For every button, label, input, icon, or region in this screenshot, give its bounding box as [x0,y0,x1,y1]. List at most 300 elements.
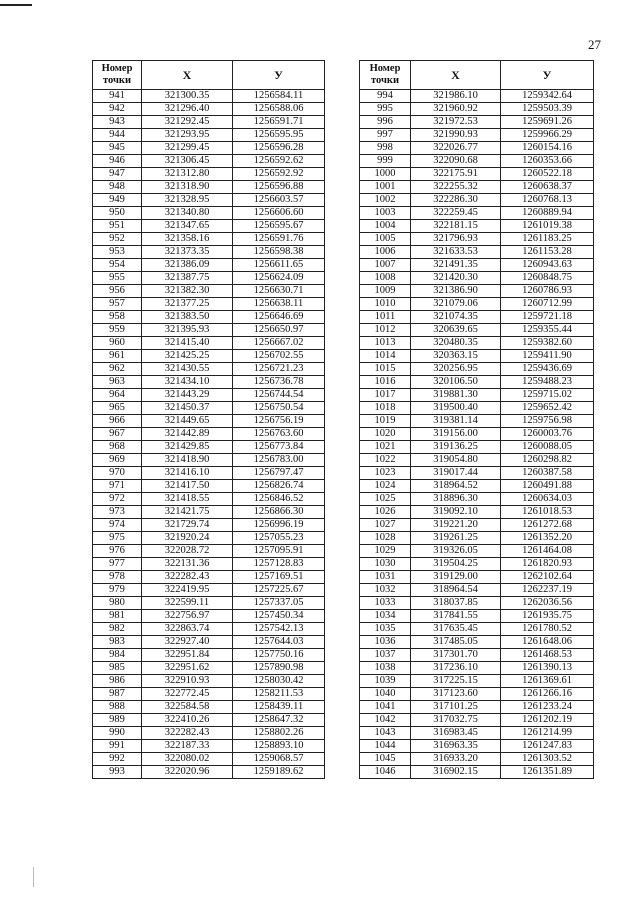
point-number-cell: 1025 [360,493,411,506]
y-coordinate-cell: 1261303.52 [501,753,594,766]
header-point-number: Номер точки [93,61,142,90]
x-coordinate-cell: 321986.10 [411,90,501,103]
y-coordinate-cell: 1260712.99 [501,298,594,311]
x-coordinate-cell: 321306.45 [142,155,233,168]
margin-mark [33,867,41,887]
x-coordinate-cell: 317236.10 [411,662,501,675]
table-row [93,740,325,753]
y-coordinate-cell: 1260786.93 [501,285,594,298]
y-coordinate-cell: 1256783.00 [233,454,325,467]
x-coordinate-cell: 322181.15 [411,220,501,233]
point-number-cell: 959 [93,324,142,337]
x-coordinate-cell: 317032.75 [411,714,501,727]
x-coordinate-cell: 321442.89 [142,428,233,441]
x-coordinate-cell: 320256.95 [411,363,501,376]
x-coordinate-cell: 321292.45 [142,116,233,129]
table-row [360,194,594,207]
y-coordinate-cell: 1257225.67 [233,584,325,597]
x-coordinate-cell: 321417.50 [142,480,233,493]
table-row [93,753,325,766]
x-coordinate-cell: 322756.97 [142,610,233,623]
table-row [360,701,594,714]
y-coordinate-cell: 1261464.08 [501,545,594,558]
table-row [93,428,325,441]
point-number-cell: 986 [93,675,142,688]
table-row [93,311,325,324]
table-row [93,350,325,363]
y-coordinate-cell: 1258211.53 [233,688,325,701]
table-row [93,116,325,129]
point-number-cell: 1009 [360,285,411,298]
table-row [93,246,325,259]
coordinates-table-left [92,60,325,779]
point-number-cell: 962 [93,363,142,376]
point-number-cell: 963 [93,376,142,389]
table-row [360,103,594,116]
x-coordinate-cell: 321418.55 [142,493,233,506]
table-row [93,389,325,402]
x-coordinate-cell: 317101.25 [411,701,501,714]
y-coordinate-cell: 1257055.23 [233,532,325,545]
point-number-cell: 972 [93,493,142,506]
point-number-cell: 979 [93,584,142,597]
table-row [93,324,325,337]
y-coordinate-cell: 1256702.55 [233,350,325,363]
point-number-cell: 947 [93,168,142,181]
point-number-cell: 1024 [360,480,411,493]
point-number-cell: 945 [93,142,142,155]
x-coordinate-cell: 321449.65 [142,415,233,428]
y-coordinate-cell: 1257128.83 [233,558,325,571]
header-point-number: Номер точки [360,61,411,90]
point-number-cell: 1034 [360,610,411,623]
x-coordinate-cell: 322951.84 [142,649,233,662]
y-coordinate-cell: 1258893.10 [233,740,325,753]
x-coordinate-cell: 322255.32 [411,181,501,194]
table-body-right [360,90,594,779]
table-row [360,285,594,298]
x-coordinate-cell: 321312.80 [142,168,233,181]
point-number-cell: 996 [360,116,411,129]
point-number-cell: 984 [93,649,142,662]
y-coordinate-cell: 1260491.88 [501,480,594,493]
header-x: Х [142,61,233,90]
point-number-cell: 997 [360,129,411,142]
x-coordinate-cell: 319136.25 [411,441,501,454]
point-number-cell: 1015 [360,363,411,376]
y-coordinate-cell: 1256624.09 [233,272,325,285]
y-coordinate-cell: 1262036.56 [501,597,594,610]
point-number-cell: 1027 [360,519,411,532]
x-coordinate-cell: 322927.40 [142,636,233,649]
table-row [93,662,325,675]
point-number-cell: 1007 [360,259,411,272]
point-number-cell: 949 [93,194,142,207]
point-number-cell: 1011 [360,311,411,324]
table-row [93,181,325,194]
point-number-cell: 946 [93,155,142,168]
table-row [360,129,594,142]
point-number-cell: 958 [93,311,142,324]
point-number-cell: 1043 [360,727,411,740]
x-coordinate-cell: 321430.55 [142,363,233,376]
y-coordinate-cell: 1260634.03 [501,493,594,506]
x-coordinate-cell: 321990.93 [411,129,501,142]
table-row [93,376,325,389]
point-number-cell: 983 [93,636,142,649]
x-coordinate-cell: 322410.26 [142,714,233,727]
point-number-cell: 1006 [360,246,411,259]
x-coordinate-cell: 322599.11 [142,597,233,610]
point-number-cell: 957 [93,298,142,311]
x-coordinate-cell: 322282.43 [142,571,233,584]
y-coordinate-cell: 1261266.16 [501,688,594,701]
y-coordinate-cell: 1256744.54 [233,389,325,402]
point-number-cell: 981 [93,610,142,623]
table-row [360,233,594,246]
y-coordinate-cell: 1260848.75 [501,272,594,285]
y-coordinate-cell: 1260154.16 [501,142,594,155]
x-coordinate-cell: 319326.05 [411,545,501,558]
x-coordinate-cell: 321416.10 [142,467,233,480]
point-number-cell: 975 [93,532,142,545]
x-coordinate-cell: 321377.25 [142,298,233,311]
top-rule [0,4,32,6]
x-coordinate-cell: 321299.45 [142,142,233,155]
point-number-cell: 1037 [360,649,411,662]
y-coordinate-cell: 1256866.30 [233,506,325,519]
table-row [360,181,594,194]
point-number-cell: 967 [93,428,142,441]
point-number-cell: 1030 [360,558,411,571]
table-row [93,597,325,610]
y-coordinate-cell: 1259189.62 [233,766,325,779]
table-row [93,207,325,220]
y-coordinate-cell: 1259715.02 [501,389,594,402]
table-row [93,571,325,584]
table-row [93,142,325,155]
point-number-cell: 1008 [360,272,411,285]
x-coordinate-cell: 321293.95 [142,129,233,142]
x-coordinate-cell: 321443.29 [142,389,233,402]
x-coordinate-cell: 317485.05 [411,636,501,649]
point-number-cell: 1003 [360,207,411,220]
table-row [93,103,325,116]
table-row [360,493,594,506]
y-coordinate-cell: 1257750.16 [233,649,325,662]
x-coordinate-cell: 317123.60 [411,688,501,701]
y-coordinate-cell: 1256611.65 [233,259,325,272]
y-coordinate-cell: 1260768.13 [501,194,594,207]
point-number-cell: 956 [93,285,142,298]
x-coordinate-cell: 321373.35 [142,246,233,259]
y-coordinate-cell: 1256606.60 [233,207,325,220]
y-coordinate-cell: 1260353.66 [501,155,594,168]
y-coordinate-cell: 1256773.84 [233,441,325,454]
x-coordinate-cell: 318964.54 [411,584,501,597]
point-number-cell: 1021 [360,441,411,454]
y-coordinate-cell: 1260088.05 [501,441,594,454]
table-row [360,311,594,324]
x-coordinate-cell: 321387.75 [142,272,233,285]
point-number-cell: 950 [93,207,142,220]
point-number-cell: 992 [93,753,142,766]
table-row [360,584,594,597]
point-number-cell: 1026 [360,506,411,519]
y-coordinate-cell: 1258439.11 [233,701,325,714]
x-coordinate-cell: 321386.09 [142,259,233,272]
y-coordinate-cell: 1257095.91 [233,545,325,558]
y-coordinate-cell: 1256667.02 [233,337,325,350]
point-number-cell: 1005 [360,233,411,246]
point-number-cell: 1023 [360,467,411,480]
point-number-cell: 1038 [360,662,411,675]
point-number-cell: 1029 [360,545,411,558]
table-row [360,337,594,350]
y-coordinate-cell: 1261351.89 [501,766,594,779]
point-number-cell: 965 [93,402,142,415]
table-row [360,246,594,259]
table-row [93,168,325,181]
x-coordinate-cell: 321491.35 [411,259,501,272]
x-coordinate-cell: 322951.62 [142,662,233,675]
table-row [360,272,594,285]
point-number-cell: 1041 [360,701,411,714]
table-row [93,480,325,493]
x-coordinate-cell: 321972.53 [411,116,501,129]
point-number-cell: 942 [93,103,142,116]
x-coordinate-cell: 319017.44 [411,467,501,480]
y-coordinate-cell: 1259691.26 [501,116,594,129]
table-row [93,519,325,532]
point-number-cell: 994 [360,90,411,103]
x-coordinate-cell: 321633.53 [411,246,501,259]
y-coordinate-cell: 1256592.62 [233,155,325,168]
y-coordinate-cell: 1257337.05 [233,597,325,610]
y-coordinate-cell: 1256638.11 [233,298,325,311]
point-number-cell: 969 [93,454,142,467]
point-number-cell: 1044 [360,740,411,753]
point-number-cell: 964 [93,389,142,402]
point-number-cell: 961 [93,350,142,363]
x-coordinate-cell: 319261.25 [411,532,501,545]
table-row [360,207,594,220]
y-coordinate-cell: 1260638.37 [501,181,594,194]
table-row [93,493,325,506]
table-row [360,441,594,454]
point-number-cell: 1046 [360,766,411,779]
point-number-cell: 1031 [360,571,411,584]
x-coordinate-cell: 321429.85 [142,441,233,454]
table-row [360,597,594,610]
y-coordinate-cell: 1261369.61 [501,675,594,688]
point-number-cell: 973 [93,506,142,519]
y-coordinate-cell: 1259503.39 [501,103,594,116]
y-coordinate-cell: 1261935.75 [501,610,594,623]
x-coordinate-cell: 321347.65 [142,220,233,233]
table-body-left [93,90,325,779]
x-coordinate-cell: 319500.40 [411,402,501,415]
y-coordinate-cell: 1260003.76 [501,428,594,441]
table-row [93,363,325,376]
x-coordinate-cell: 321425.25 [142,350,233,363]
point-number-cell: 1000 [360,168,411,181]
x-coordinate-cell: 321358.16 [142,233,233,246]
point-number-cell: 980 [93,597,142,610]
y-coordinate-cell: 1259355.44 [501,324,594,337]
table-row [360,415,594,428]
point-number-cell: 989 [93,714,142,727]
x-coordinate-cell: 322026.77 [411,142,501,155]
table-row [360,623,594,636]
table-row [93,688,325,701]
x-coordinate-cell: 320639.65 [411,324,501,337]
x-coordinate-cell: 320106.50 [411,376,501,389]
x-coordinate-cell: 322863.74 [142,623,233,636]
point-number-cell: 1028 [360,532,411,545]
point-number-cell: 995 [360,103,411,116]
x-coordinate-cell: 321421.75 [142,506,233,519]
x-coordinate-cell: 321386.90 [411,285,501,298]
point-number-cell: 991 [93,740,142,753]
y-coordinate-cell: 1259342.64 [501,90,594,103]
table-row [360,259,594,272]
point-number-cell: 951 [93,220,142,233]
y-coordinate-cell: 1257169.51 [233,571,325,584]
table-row [93,454,325,467]
table-row [360,402,594,415]
x-coordinate-cell: 322175.91 [411,168,501,181]
x-coordinate-cell: 317225.15 [411,675,501,688]
table-row [360,324,594,337]
table-row [93,337,325,350]
table-row [360,519,594,532]
table-header-row [360,61,594,90]
x-coordinate-cell: 321920.24 [142,532,233,545]
point-number-cell: 999 [360,155,411,168]
x-coordinate-cell: 322259.45 [411,207,501,220]
table-row [93,636,325,649]
table-row [360,220,594,233]
table-row [360,454,594,467]
table-row [360,90,594,103]
point-number-cell: 998 [360,142,411,155]
x-coordinate-cell: 319092.10 [411,506,501,519]
table-row [360,155,594,168]
y-coordinate-cell: 1259966.29 [501,129,594,142]
y-coordinate-cell: 1259652.42 [501,402,594,415]
table-row [93,259,325,272]
table-row [93,532,325,545]
x-coordinate-cell: 320363.15 [411,350,501,363]
point-number-cell: 1033 [360,597,411,610]
table-row [93,272,325,285]
y-coordinate-cell: 1261214.99 [501,727,594,740]
table-row [360,753,594,766]
table-row [360,506,594,519]
y-coordinate-cell: 1261247.83 [501,740,594,753]
point-number-cell: 990 [93,727,142,740]
header-x: Х [411,61,501,90]
point-number-cell: 1032 [360,584,411,597]
coordinates-table-right [359,60,594,779]
point-number-cell: 976 [93,545,142,558]
table-row [93,441,325,454]
x-coordinate-cell: 322090.68 [411,155,501,168]
table-row [360,766,594,779]
point-number-cell: 993 [93,766,142,779]
x-coordinate-cell: 316902.15 [411,766,501,779]
point-number-cell: 1014 [360,350,411,363]
y-coordinate-cell: 1259488.23 [501,376,594,389]
x-coordinate-cell: 322910.93 [142,675,233,688]
y-coordinate-cell: 1261390.13 [501,662,594,675]
table-row [360,376,594,389]
y-coordinate-cell: 1259411.90 [501,350,594,363]
x-coordinate-cell: 319504.25 [411,558,501,571]
point-number-cell: 955 [93,272,142,285]
point-number-cell: 982 [93,623,142,636]
table-row [93,467,325,480]
table-row [93,298,325,311]
point-number-cell: 985 [93,662,142,675]
table-row [93,714,325,727]
x-coordinate-cell: 321796.93 [411,233,501,246]
y-coordinate-cell: 1260889.94 [501,207,594,220]
y-coordinate-cell: 1256763.60 [233,428,325,441]
point-number-cell: 1036 [360,636,411,649]
point-number-cell: 1040 [360,688,411,701]
x-coordinate-cell: 322187.33 [142,740,233,753]
table-row [360,428,594,441]
x-coordinate-cell: 319881.30 [411,389,501,402]
point-number-cell: 977 [93,558,142,571]
table-row [93,129,325,142]
table-row [93,402,325,415]
y-coordinate-cell: 1262237.19 [501,584,594,597]
table-row [360,389,594,402]
y-coordinate-cell: 1256588.06 [233,103,325,116]
x-coordinate-cell: 321960.92 [411,103,501,116]
table-row [93,285,325,298]
table-row [360,363,594,376]
y-coordinate-cell: 1256598.38 [233,246,325,259]
y-coordinate-cell: 1256797.47 [233,467,325,480]
point-number-cell: 1017 [360,389,411,402]
table-row [360,571,594,584]
y-coordinate-cell: 1261153.28 [501,246,594,259]
y-coordinate-cell: 1261352.20 [501,532,594,545]
y-coordinate-cell: 1261019.38 [501,220,594,233]
table-row [360,688,594,701]
point-number-cell: 1016 [360,376,411,389]
point-number-cell: 1002 [360,194,411,207]
x-coordinate-cell: 317301.70 [411,649,501,662]
x-coordinate-cell: 321729.74 [142,519,233,532]
table-row [360,532,594,545]
point-number-cell: 1012 [360,324,411,337]
x-coordinate-cell: 321450.37 [142,402,233,415]
y-coordinate-cell: 1256630.71 [233,285,325,298]
y-coordinate-cell: 1261780.52 [501,623,594,636]
y-coordinate-cell: 1256646.69 [233,311,325,324]
y-coordinate-cell: 1256584.11 [233,90,325,103]
table-row [360,610,594,623]
y-coordinate-cell: 1258802.26 [233,727,325,740]
table-row [360,649,594,662]
table-row [93,675,325,688]
x-coordinate-cell: 321383.50 [142,311,233,324]
